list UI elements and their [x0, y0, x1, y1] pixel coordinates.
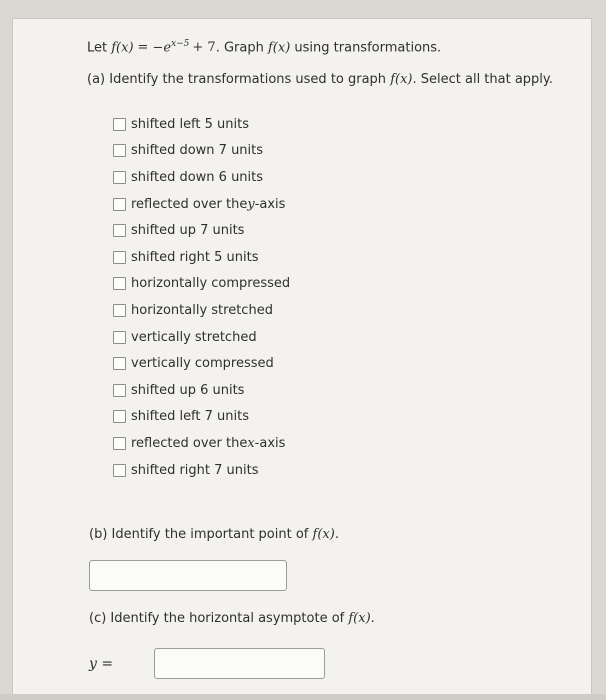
- option-11[interactable]: [113, 404, 290, 431]
- option-axis-var: x: [247, 435, 255, 451]
- horizontal-asymptote-input[interactable]: [154, 648, 325, 679]
- transformation-options: [113, 111, 290, 483]
- prompt-constant: + 7: [192, 40, 216, 56]
- checkbox[interactable]: [113, 357, 126, 370]
- checkbox[interactable]: [113, 277, 126, 290]
- homework-page: [12, 18, 592, 700]
- option-label: vertically stretched: [131, 329, 257, 345]
- option-label: vertically compressed: [131, 356, 274, 372]
- option-label: shifted right 7 units: [131, 462, 259, 478]
- checkbox[interactable]: [113, 437, 126, 450]
- prompt-function-2: f(x): [267, 40, 291, 56]
- part-b-function: f(x): [312, 527, 335, 542]
- checkbox[interactable]: [113, 464, 126, 477]
- prompt-function: f(x): [111, 40, 134, 56]
- checkbox[interactable]: [113, 171, 126, 184]
- asymptote-y-var: y: [89, 656, 97, 672]
- option-0[interactable]: [113, 111, 290, 138]
- option-2[interactable]: [113, 164, 290, 191]
- option-label-suffix: -axis: [254, 196, 286, 212]
- part-b-text-end: .: [334, 527, 339, 542]
- checkbox[interactable]: [113, 224, 126, 237]
- prompt-lead: Let: [87, 40, 112, 56]
- prompt-equals: =: [137, 40, 149, 56]
- checkbox[interactable]: [113, 198, 126, 211]
- part-c-text: (c) Identify the horizontal asymptote of: [89, 611, 349, 626]
- prompt-minus: −: [152, 40, 164, 56]
- option-label: shifted up 7 units: [131, 223, 245, 239]
- prompt-base: e: [163, 40, 172, 56]
- option-8[interactable]: [113, 324, 290, 351]
- asymptote-equals: =: [96, 656, 114, 672]
- option-13[interactable]: [113, 457, 290, 484]
- part-a-function: f(x): [390, 72, 413, 87]
- problem-statement: [87, 39, 441, 55]
- option-label-suffix: -axis: [254, 435, 286, 451]
- part-c-label: [89, 611, 375, 626]
- checkbox[interactable]: [113, 251, 126, 264]
- option-4[interactable]: [113, 217, 290, 244]
- part-b-text: (b) Identify the important point of: [89, 527, 313, 542]
- checkbox[interactable]: [113, 304, 126, 317]
- option-6[interactable]: [113, 271, 290, 298]
- option-label: shifted down 7 units: [131, 143, 264, 159]
- asymptote-y-label: [89, 656, 113, 672]
- option-label: horizontally compressed: [131, 276, 291, 292]
- option-3[interactable]: [113, 191, 290, 218]
- checkbox[interactable]: [113, 144, 126, 157]
- part-b-label: [89, 527, 339, 542]
- option-12[interactable]: [113, 430, 290, 457]
- option-10[interactable]: [113, 377, 290, 404]
- checkbox[interactable]: [113, 410, 126, 423]
- part-a-text-end: . Select all that apply.: [412, 72, 553, 87]
- prompt-exponent: x−5: [171, 39, 190, 49]
- part-a-label: [87, 72, 553, 87]
- part-c-text-end: .: [370, 611, 375, 626]
- option-label: shifted left 5 units: [131, 116, 250, 132]
- option-label: shifted up 6 units: [131, 382, 245, 398]
- bottom-edge: [0, 694, 606, 700]
- prompt-trail: . Graph: [215, 40, 268, 56]
- option-label: reflected over the: [131, 435, 248, 451]
- part-c-function: f(x): [348, 611, 371, 626]
- option-7[interactable]: [113, 297, 290, 324]
- checkbox[interactable]: [113, 384, 126, 397]
- option-label: shifted down 6 units: [131, 169, 264, 185]
- option-1[interactable]: [113, 138, 290, 165]
- part-a-text: (a) Identify the transformations used to graph: [87, 72, 391, 87]
- prompt-trail-2: using transformations.: [290, 40, 442, 56]
- checkbox[interactable]: [113, 118, 126, 131]
- option-9[interactable]: [113, 350, 290, 377]
- checkbox[interactable]: [113, 331, 126, 344]
- option-5[interactable]: [113, 244, 290, 271]
- option-label: horizontally stretched: [131, 302, 273, 318]
- option-label: shifted right 5 units: [131, 249, 259, 265]
- option-axis-var: y: [247, 196, 255, 212]
- option-label: reflected over the: [131, 196, 248, 212]
- important-point-input[interactable]: [89, 560, 287, 591]
- option-label: shifted left 7 units: [131, 409, 250, 425]
